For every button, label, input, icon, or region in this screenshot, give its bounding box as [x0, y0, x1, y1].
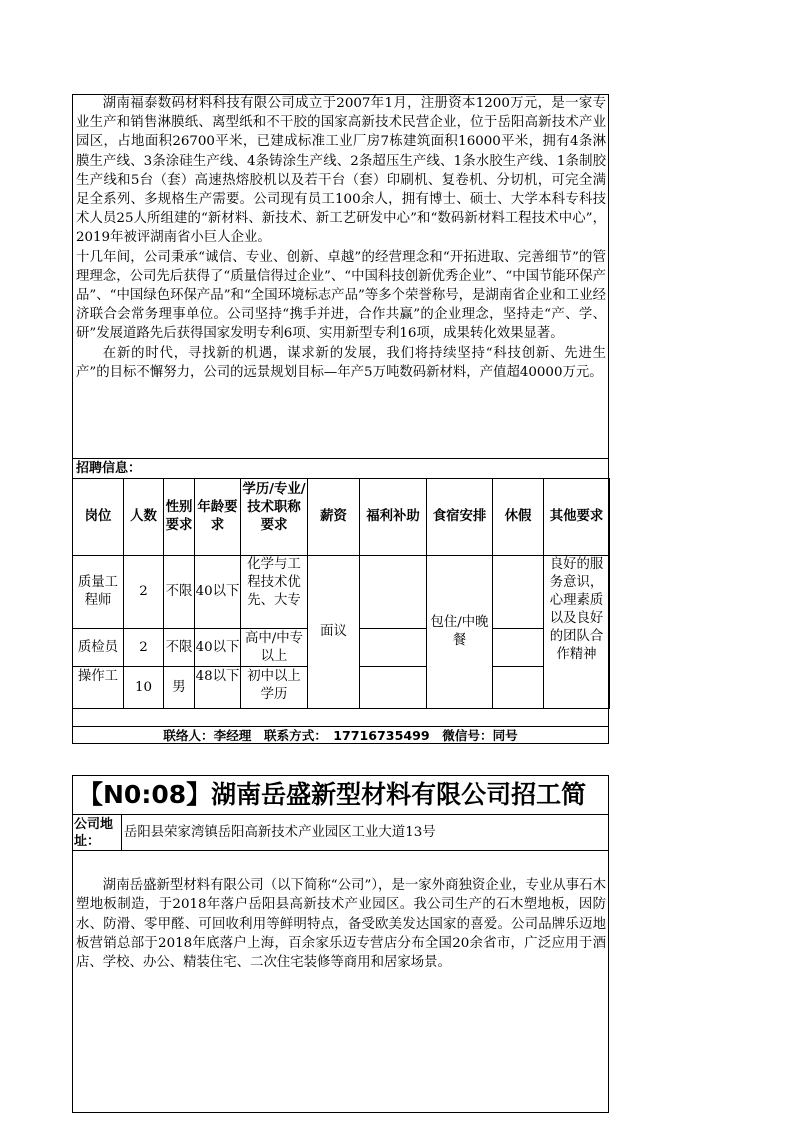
row3-education-cell	[241, 667, 308, 709]
row1-vacation	[493, 556, 544, 629]
row1-education-cell	[241, 556, 308, 629]
row2-gender: 不限	[164, 629, 195, 667]
row2-count: 2	[124, 629, 164, 667]
row1-count: 2	[124, 556, 164, 629]
address-label: 公司地址：	[72, 815, 122, 851]
address-value: 岳阳县荣家湾镇岳阳高新技术产业园区工业大道13号	[122, 815, 609, 851]
row3-gender: 男	[164, 667, 195, 709]
header-education	[241, 479, 308, 556]
other-cell	[544, 556, 610, 709]
header-gender: 性别要求	[164, 479, 195, 556]
blank-row	[72, 708, 609, 726]
salary-cell: 面议	[308, 556, 360, 709]
table-header-row	[73, 479, 610, 556]
header-age: 年龄要求	[195, 479, 241, 556]
row1-education: 化学与工程技术优先、大专	[247, 557, 301, 608]
header-salary: 薪资	[308, 479, 360, 556]
jobs-table	[72, 478, 610, 709]
header-lodging: 食宿安排	[427, 479, 493, 556]
recruit-label: 招聘信息：	[72, 458, 609, 478]
header-count: 人数	[124, 479, 164, 556]
row2-education: 高中/中专以上	[244, 630, 304, 664]
header-other: 其他要求	[544, 479, 610, 556]
company1-intro	[76, 94, 606, 458]
row3-education: 初中以上学历	[247, 668, 301, 702]
intro-paragraph-3: 在新的时代，寻找新的机遇，谋求新的发展，我们将持续坚持“科技创新、先进生产”的目标不懈努力，公司的远景规划目标—年产5万吨数码新材料，产值超40000万元。	[76, 345, 606, 380]
company2-intro	[76, 876, 606, 972]
table-row	[73, 556, 610, 629]
intro-paragraph-1: 湖南福泰数码材料科技有限公司成立于2007年1月，注册资本1200万元，是一家专业生产和销售淋膜纸、离型纸和不干胶的国家高新技术民营企业，位于岳阳高新技术产业园区，占地面积26700平米，已建成标准工业厂房7栋建筑面积16000平米，拥有4条淋膜生产线、3条涂硅生产线、4条铸涂生产线、2条超压生产线、1条水胶生产线、1条制胶生产线和5台（套）高速热熔胶机以及若干台（套）印刷机、复卷机、分切机，可完全满足全系列、多规格生产需要。公司现有员工100余人，拥有博士、硕士、大学本科专科技术人员25人所组建的“新材料、新技术、新工艺研发中心”和“数码新材料工程技术中心”，2019年被评湖南省小巨人企业。	[76, 96, 606, 246]
row2-position: 质检员	[73, 629, 124, 667]
row3-age: 48以下	[195, 668, 240, 684]
row3-vacation	[493, 667, 544, 709]
row3-count: 10	[124, 667, 164, 709]
row1-position: 质量工程师	[73, 556, 124, 629]
row2-vacation	[493, 629, 544, 667]
company2-intro-paragraph: 湖南岳盛新型材料有限公司（以下简称“公司”），是一家外商独资企业，专业从事石木塑地板制造，于2018年落户岳阳县高新技术产业园区。我公司生产的石木塑地板，因防水、防滑、零甲醛、可回收利用等鲜明特点，备受欧美发达国家的喜爱。公司品牌乐迈地板营销总部于2018年底落户上海，百余家乐迈专营店分布全国20余省市，广泛应用于酒店、学校、办公、精装住宅、二次住宅装修等商用和居家场景。	[76, 878, 606, 971]
contact-line: 联络人：李经理 联系方式： 17716735499 微信号：同号	[72, 726, 609, 744]
row3-position: 操作工	[77, 668, 119, 684]
row3-welfare	[360, 667, 427, 709]
intro-paragraph-2: 十几年间，公司秉承“诚信、专业、创新、卓越”的经营理念和“开拓进取、完善细节”的管理理念，公司先后获得了“质量信得过企业”、“中国科技创新优秀企业”、“中国节能环保产品”、“中国绿色环保产品”和“全国环境标志产品”等多个荣誉称号，是湖南省企业和工业经济联合会常务理事单位。公司坚持“携手并进，合作共赢”的企业理念，坚持走“产、学、研”发展道路先后获得国家发明专利6项、实用新型专利16项，成果转化效果显著。	[76, 249, 606, 342]
header-position: 岗位	[73, 479, 124, 556]
row1-welfare	[360, 556, 427, 629]
lodging-cell: 包住/中晚餐	[427, 556, 493, 709]
row1-age: 40以下	[195, 556, 241, 629]
row1-gender: 不限	[164, 556, 195, 629]
row3-age-cell	[195, 667, 241, 709]
header-vacation: 休假	[493, 479, 544, 556]
row2-education-cell	[241, 629, 308, 667]
row3-position-cell	[73, 667, 124, 709]
row2-age: 40以下	[195, 629, 241, 667]
header-welfare: 福利补助	[360, 479, 427, 556]
other-text: 良好的服务意识，心理素质以及良好的团队合作精神	[549, 557, 604, 662]
header-education-text: 学历/专业/技术职称要求	[242, 482, 306, 533]
company2-title: 【N0:08】湖南岳盛新型材料有限公司招工简	[72, 775, 609, 815]
row2-welfare	[360, 629, 427, 667]
